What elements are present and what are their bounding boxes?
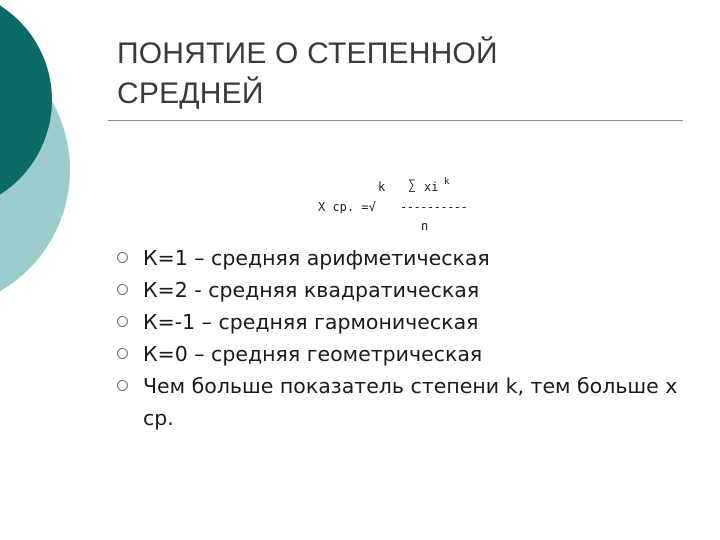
bullet-list xyxy=(117,242,697,434)
slide-title xyxy=(117,34,498,114)
list-item xyxy=(117,370,697,434)
bullet-text: К=-1 – средняя гармоническая xyxy=(143,310,479,334)
formula-denominator: n xyxy=(421,219,429,233)
formula-root-index: k xyxy=(378,180,386,194)
list-item xyxy=(117,242,697,274)
formula-fraction-line: ---------- xyxy=(400,200,468,214)
formula-sum-symbol: ∑ xyxy=(408,178,416,193)
list-item xyxy=(117,274,697,306)
bullet-circle-icon xyxy=(117,348,128,359)
formula-lhs: X ср. =√ xyxy=(318,200,376,214)
formula-xi: xi xyxy=(424,180,439,194)
bullet-text: К=1 – средняя арифметическая xyxy=(143,246,490,270)
list-item xyxy=(117,306,697,338)
bullet-text: К=2 - средняя квадратическая xyxy=(143,278,480,302)
title-line-1: ПОНЯТИЕ О СТЕПЕННОЙ xyxy=(117,37,498,70)
title-divider xyxy=(108,120,683,121)
bullet-text: Чем больше показатель степени k, тем больше х ср. xyxy=(143,374,678,430)
title-line-2: СРЕДНЕЙ xyxy=(117,77,264,110)
decorative-circles xyxy=(0,0,110,300)
bullet-circle-icon xyxy=(117,316,128,327)
bullet-circle-icon xyxy=(117,252,128,263)
bullet-text: К=0 – средняя геометрическая xyxy=(143,342,483,366)
formula-exponent: k xyxy=(444,177,450,187)
list-item xyxy=(117,338,697,370)
bullet-circle-icon xyxy=(117,284,128,295)
bullet-circle-icon xyxy=(117,380,128,391)
